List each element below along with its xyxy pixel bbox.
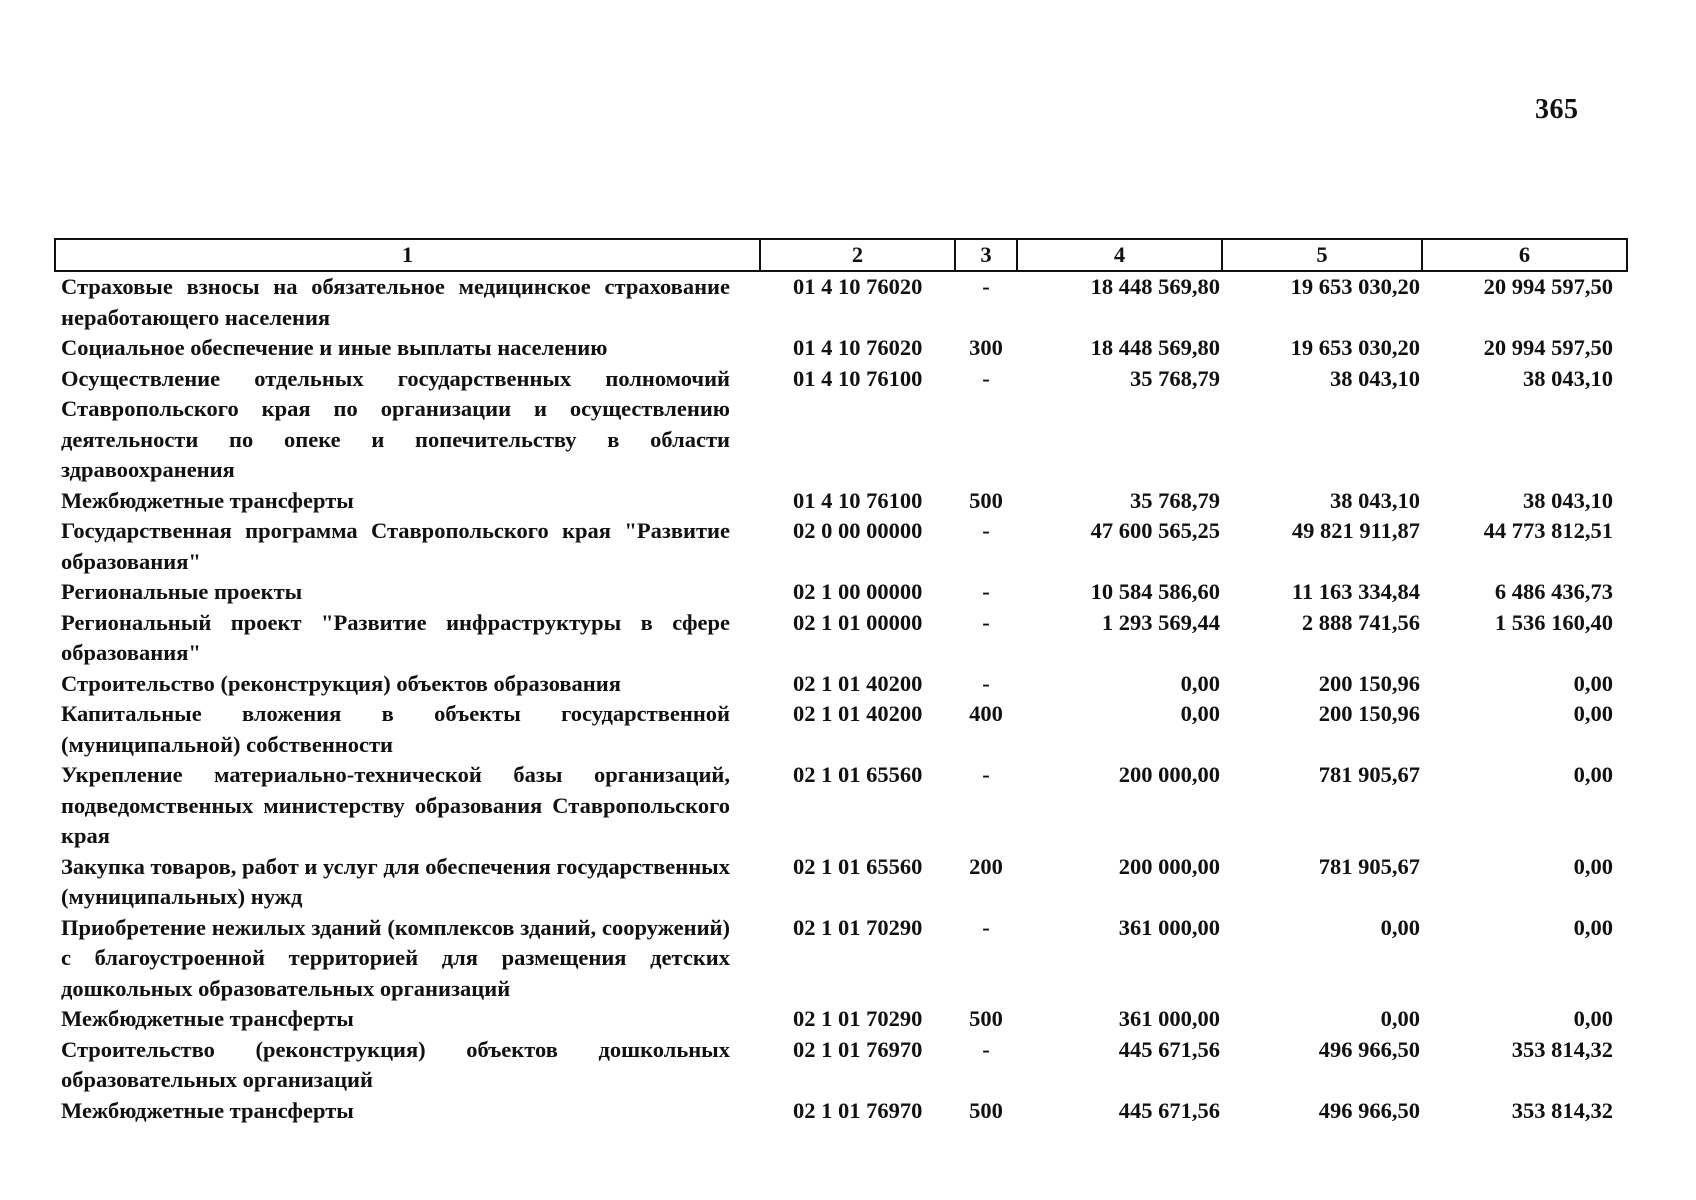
amount-col-6: 0,00 <box>1573 853 1613 879</box>
amount-col-6: 0,00 <box>1573 670 1613 696</box>
budget-code: 02 1 00 00000 <box>793 579 923 604</box>
amount-col-6: 44 773 812,51 <box>1483 518 1613 543</box>
amount-col-5: 2 888 741,56 <box>1301 609 1420 635</box>
column-header: 4 <box>1017 239 1222 271</box>
amount-col-5: 200 150,96 <box>1318 701 1420 726</box>
budget-code: 01 4 10 76020 <box>793 274 923 299</box>
budget-code: 01 4 10 76100 <box>793 365 923 391</box>
amount-col-6: 353 814,32 <box>1511 1097 1613 1123</box>
expense-type: - <box>982 1036 990 1062</box>
column-header: 6 <box>1422 239 1627 271</box>
column-header: 2 <box>760 239 955 271</box>
expense-type: 500 <box>969 1006 1003 1031</box>
amount-col-6: 0,00 <box>1573 914 1613 940</box>
amount-col-5: 38 043,10 <box>1330 365 1420 391</box>
expense-type: 200 <box>969 853 1003 879</box>
item-name: Приобретение нежилых зданий (комплексов зданий, сооружений) с благоустроенной территорией для размещения детских дошкольных образовательных организаций <box>61 914 730 1001</box>
budget-code: 02 1 01 65560 <box>793 762 923 787</box>
amount-col-4: 0,00 <box>1180 701 1220 726</box>
item-name: Осуществление отдельных государственных полномочий Ставропольского края по организации и осуществлению деятельности по опеке и попечительству в области здравоохранения <box>61 365 730 482</box>
item-name: Межбюджетные трансферты <box>61 1097 354 1123</box>
amount-col-6: 38 043,10 <box>1523 487 1613 513</box>
budget-table <box>54 238 1628 1126</box>
amount-col-4: 445 671,56 <box>1118 1036 1220 1062</box>
amount-col-4: 35 768,79 <box>1130 365 1220 391</box>
item-name: Региональные проекты <box>61 579 303 604</box>
table-row <box>55 852 1627 913</box>
amount-col-4: 0,00 <box>1180 670 1220 696</box>
item-name: Капитальные вложения в объекты государственной (муниципальной) собственности <box>61 701 730 757</box>
table-row <box>55 913 1627 1005</box>
amount-col-6: 353 814,32 <box>1511 1036 1613 1062</box>
amount-col-6: 20 994 597,50 <box>1483 274 1613 299</box>
amount-col-5: 0,00 <box>1380 1006 1420 1031</box>
amount-col-4: 1 293 569,44 <box>1101 609 1220 635</box>
expense-type: - <box>982 518 990 543</box>
amount-col-6: 20 994 597,50 <box>1483 335 1613 360</box>
amount-col-5: 781 905,67 <box>1318 853 1420 879</box>
budget-code: 02 1 01 76970 <box>793 1036 923 1062</box>
amount-col-6: 6 486 436,73 <box>1494 579 1613 604</box>
table-row <box>55 333 1627 364</box>
budget-code: 02 0 00 00000 <box>793 518 923 543</box>
amount-col-5: 496 966,50 <box>1318 1036 1420 1062</box>
column-header: 1 <box>55 239 760 271</box>
amount-col-6: 0,00 <box>1573 701 1613 726</box>
amount-col-4: 200 000,00 <box>1118 762 1220 787</box>
item-name: Межбюджетные трансферты <box>61 1006 354 1031</box>
expense-type: - <box>982 762 990 787</box>
item-name: Региональный проект "Развитие инфраструктуры в сфере образования" <box>61 609 730 665</box>
amount-col-4: 10 584 586,60 <box>1090 579 1220 604</box>
expense-type: - <box>982 914 990 940</box>
amount-col-4: 35 768,79 <box>1130 487 1220 513</box>
page-number: 365 <box>1535 94 1579 125</box>
amount-col-4: 361 000,00 <box>1118 914 1220 940</box>
expense-type: - <box>982 579 990 604</box>
budget-code: 01 4 10 76020 <box>793 335 923 360</box>
table-row <box>55 271 1627 333</box>
table-row <box>55 608 1627 669</box>
budget-code: 02 1 01 00000 <box>793 609 923 635</box>
expense-type: 400 <box>969 701 1003 726</box>
budget-code: 02 1 01 40200 <box>793 701 923 726</box>
amount-col-4: 18 448 569,80 <box>1090 274 1220 299</box>
amount-col-6: 0,00 <box>1573 762 1613 787</box>
item-name: Межбюджетные трансферты <box>61 487 354 513</box>
table-row <box>55 760 1627 852</box>
budget-code: 02 1 01 70290 <box>793 914 923 940</box>
expense-type: - <box>982 609 990 635</box>
budget-code: 02 1 01 70290 <box>793 1006 923 1031</box>
expense-type: 500 <box>969 487 1003 513</box>
amount-col-4: 47 600 565,25 <box>1090 518 1220 543</box>
expense-type: 300 <box>969 335 1003 360</box>
amount-col-5: 200 150,96 <box>1318 670 1420 696</box>
table-row <box>55 1004 1627 1035</box>
budget-code: 02 1 01 65560 <box>793 853 923 879</box>
amount-col-5: 781 905,67 <box>1318 762 1420 787</box>
item-name: Социальное обеспечение и иные выплаты населению <box>61 335 608 360</box>
column-header: 3 <box>955 239 1017 271</box>
header-row <box>55 239 1627 271</box>
column-header: 5 <box>1222 239 1422 271</box>
item-name: Закупка товаров, работ и услуг для обеспечения государственных (муниципальных) нужд <box>61 853 730 909</box>
expense-type: 500 <box>969 1097 1003 1123</box>
amount-col-6: 38 043,10 <box>1523 365 1613 391</box>
amount-col-4: 361 000,00 <box>1118 1006 1220 1031</box>
item-name: Государственная программа Ставропольского края "Развитие образования" <box>61 518 730 574</box>
table-row <box>55 1035 1627 1096</box>
table-body <box>55 271 1627 1126</box>
expense-type: - <box>982 670 990 696</box>
table-row <box>55 1096 1627 1127</box>
expense-type: - <box>982 274 990 299</box>
table-row <box>55 516 1627 577</box>
table-row <box>55 669 1627 700</box>
item-name: Укрепление материально-технической базы организаций, подведомственных министерству образования Ставропольского края <box>61 762 730 848</box>
amount-col-5: 11 163 334,84 <box>1291 579 1420 604</box>
item-name: Строительство (реконструкция) объектов образования <box>61 670 621 696</box>
expense-type: - <box>982 365 990 391</box>
item-name: Строительство (реконструкция) объектов дошкольных образовательных организаций <box>61 1036 730 1092</box>
amount-col-4: 18 448 569,80 <box>1090 335 1220 360</box>
amount-col-6: 1 536 160,40 <box>1494 609 1613 635</box>
amount-col-6: 0,00 <box>1573 1006 1613 1031</box>
budget-code: 02 1 01 40200 <box>793 670 923 696</box>
table-row <box>55 486 1627 517</box>
amount-col-5: 49 821 911,87 <box>1291 518 1420 543</box>
budget-code: 01 4 10 76100 <box>793 487 923 513</box>
amount-col-5: 19 653 030,20 <box>1290 335 1420 360</box>
table-row <box>55 364 1627 486</box>
item-name: Страховые взносы на обязательное медицинское страхование неработающего населения <box>61 274 730 330</box>
amount-col-5: 496 966,50 <box>1318 1097 1420 1123</box>
table-header <box>55 239 1627 271</box>
amount-col-4: 445 671,56 <box>1118 1097 1220 1123</box>
amount-col-4: 200 000,00 <box>1118 853 1220 879</box>
table-row <box>55 699 1627 760</box>
amount-col-5: 38 043,10 <box>1330 487 1420 513</box>
table-row <box>55 577 1627 608</box>
amount-col-5: 19 653 030,20 <box>1290 274 1420 299</box>
amount-col-5: 0,00 <box>1380 914 1420 940</box>
budget-code: 02 1 01 76970 <box>793 1097 923 1123</box>
